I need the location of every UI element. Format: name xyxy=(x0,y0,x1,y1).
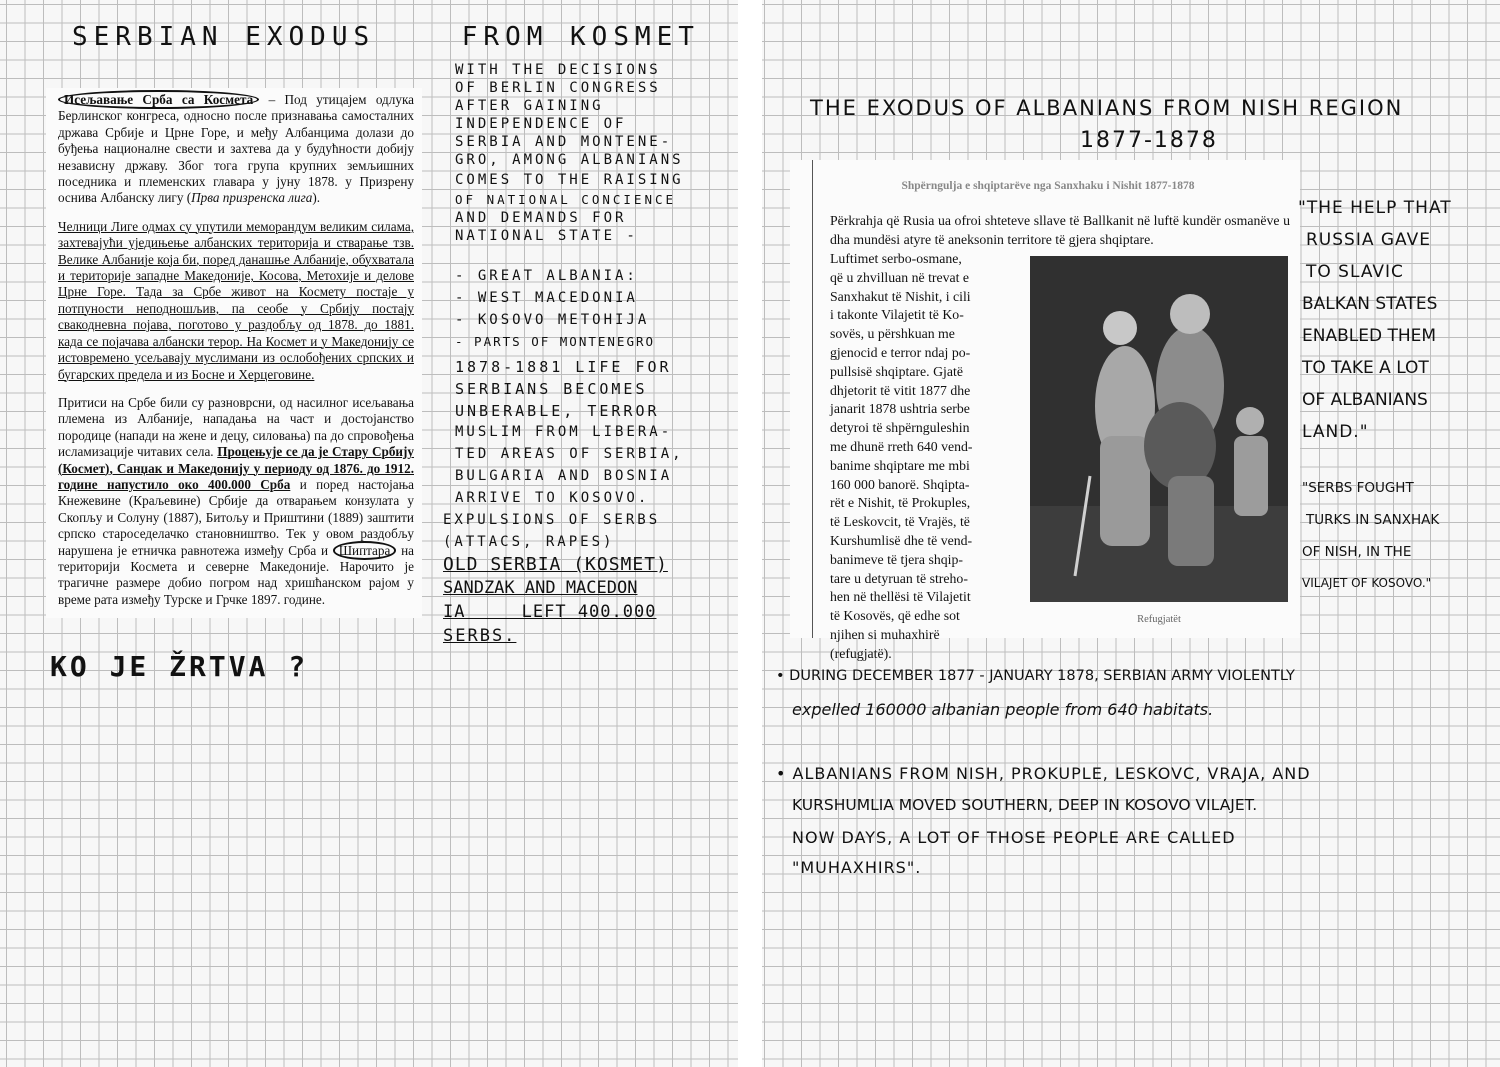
quote-line: TO SLAVIC xyxy=(1306,262,1404,282)
quote-line: VILAJET OF KOSOVO." xyxy=(1302,576,1432,590)
clipping-para2: Челници Лиге одмах су упутили меморандум великим силама, захтевајући уједињење албанских територија и стварање тзв. Велике Албаније која би, поред данашње Албаније, обухватала и територије западне Македоније, Косова, Метохије и делове Црне Горе. Тада за Србе живот на Космету постаје у потпуности неподношљив, па сеобе у Србију постају свакодневна појава, поготово у раздобљу од 1878. до 1881. када се појачава албански терор. На Космет и у Македонију се истовремено усељавају муслимани из ослобођених српских и бугарских предела и из Босне и Херцеговине. xyxy=(58,218,414,382)
clipping-line: Sanxhakut të Nishit, i cili xyxy=(830,288,971,304)
question-text: KO JE ŽRTVA ? xyxy=(50,650,309,683)
clipping-line: Kurshumlisë dhe të vend- xyxy=(830,532,973,548)
note-line: COMES TO THE RAISING xyxy=(455,172,684,188)
life-note-line: EXPULSIONS OF SERBS xyxy=(443,512,661,528)
clipping-line: Luftimet serbo-osmane, xyxy=(830,251,962,266)
clipping-line: njihen si muhaxhirë xyxy=(830,626,940,642)
bullet-line: KURSHUMLIA MOVED SOUTHERN, DEEP IN KOSOVO VILAJET. xyxy=(792,796,1258,814)
bullet-line: "MUHAXHIRS". xyxy=(792,858,922,877)
great-albania-line: - GREAT ALBANIA: xyxy=(455,268,638,284)
life-note-line: SERBIANS BECOMES xyxy=(455,380,648,398)
note-line: AFTER GAINING xyxy=(455,98,604,114)
left-notebook-page xyxy=(0,0,738,1067)
clipping-title: Shpërngulja e shqiptarëve nga Sanxhaku i Nishit 1877-1878 xyxy=(901,180,1195,192)
right-page-title-years: 1877-1878 xyxy=(1080,128,1218,153)
right-page-title: THE EXODUS OF ALBANIANS FROM NISH REGION xyxy=(810,96,1404,120)
note-line: SERBIA AND MONTENE- xyxy=(455,134,673,150)
clipping-line: të Kosovës, që edhe sot xyxy=(830,608,960,624)
life-note-line: (ATTACS, RAPES) xyxy=(443,534,615,550)
bullet-line: expelled 160000 albanian people from 640 habitats. xyxy=(792,700,1214,719)
big-note-line: SANDZAK AND MACEDON xyxy=(443,578,638,598)
clipping-line: dhjetorit të vitit 1877 dhe xyxy=(830,382,971,398)
clipping-line: hen në thellësi të Vilajetit xyxy=(830,589,971,605)
bullet-line: • ALBANIANS FROM NISH, PROKUPLE, LESKOVC, VRAJA, AND xyxy=(776,764,1311,783)
clipping-line: (refugjatë). xyxy=(830,645,892,661)
great-albania-line: - PARTS OF MONTENEGRO xyxy=(455,334,656,349)
clipping-para3-a: Притиси на Србе били су разноврсни, од насилног исељавања племена из Албаније, нападања на част и достојанство породице (напади на жене и децу, силовања) па до спровођења исламизације читавих села. xyxy=(58,394,414,460)
clipping-line: që u zhvilluan në trevat e xyxy=(830,269,970,285)
note-line: OF NATIONAL CONCIENCE xyxy=(455,192,677,207)
clipping-line: të Leskovcit, të Vrajës, të xyxy=(830,514,970,530)
quote-line: OF ALBANIANS xyxy=(1302,390,1428,410)
quote-line: LAND." xyxy=(1302,422,1369,442)
clipping-line: banimeve të tjera shqip- xyxy=(830,551,963,567)
quote-line: OF NISH, IN THE xyxy=(1302,544,1412,560)
clipping-para3-circle: Шиптара xyxy=(333,541,397,560)
life-note-line: UNBERABLE, TERROR xyxy=(455,402,660,420)
clipping-margin-line xyxy=(812,160,813,638)
quote-line: "THE HELP THAT xyxy=(1298,198,1452,218)
clipping-line: i takonte Vilajetit të Ko- xyxy=(830,307,964,323)
bullet-line: • DURING DECEMBER 1877 - JANUARY 1878, SERBIAN ARMY VIOLENTLY xyxy=(776,668,1295,684)
big-note-line: OLD SERBIA (KOSMET) xyxy=(443,554,668,575)
clipping-line: me dhunë rreth 640 vend- xyxy=(830,438,973,454)
clipping-line: gjenocid e terror ndaj po- xyxy=(830,344,971,360)
clipping-line: pullsisë shqiptare. Gjatë xyxy=(830,363,963,379)
note-line: GRO, AMONG ALBANIANS xyxy=(455,152,684,168)
page-gutter xyxy=(738,0,762,1067)
quote-line: TURKS IN SANXHAK xyxy=(1306,512,1440,528)
note-line: NATIONAL STATE - xyxy=(455,228,638,244)
clipping-para3-b: и поред настојања Кнежевине (Краљевине) Србије да отварањем конзулата у Скопљу и Солуну (1887), Битољу и Приштини (1889) заштити српско староседелачко становништво. Тек у овом раздобљу нарушена је етничка равнотежа између Срба и xyxy=(58,476,414,558)
note-line: INDEPENDENCE OF xyxy=(455,116,627,132)
big-note-line: SERBS. xyxy=(443,626,517,646)
clipping-column-text xyxy=(830,250,1020,664)
big-note-line: IA LEFT 400.000 xyxy=(443,602,657,622)
clipping-heading: Исељавање Срба са Космета xyxy=(58,90,259,109)
clipping-para3-bold: Процењује се да је Стару Србију (Космет), Санџак и Македонију у периоду од 1876. до 1912. године напустило око 400.000 Срба xyxy=(58,444,414,492)
note-line: OF BERLIN CONGRESS xyxy=(455,80,661,96)
clipping-para1-italic: Прва призренска лига xyxy=(191,190,313,206)
life-note-line: BULGARIA AND BOSNIA xyxy=(455,468,673,484)
albanian-text-clipping xyxy=(790,160,1300,661)
painting-caption: Refugjatët xyxy=(1137,614,1181,625)
clipping-intro: Përkrahja që Rusia ua ofroi shteteve sllave të Ballkanit në luftë kundër osmanëve u dha mundësi atyre të aneksonin territore të gjera shqiptare. xyxy=(830,213,1290,247)
clipping-para1: – Под утицајем одлука Берлинског конгреса, односно после признавања самосталних држава Србије и Црне Горе, и међу Албанцима долази до буђења националне свести и захтева да у будућности добију независну државу. Због тога група крупних земљишних поседника и племенских главара у јуну 1878. у Призрену оснива Албанску лигу ( xyxy=(58,92,415,206)
life-note-line: MUSLIM FROM LIBERA- xyxy=(455,424,673,440)
clipping-line: tare u detyruan të streho- xyxy=(830,570,968,586)
life-note-line: 1878-1881 LIFE FOR xyxy=(455,358,672,376)
great-albania-line: - KOSOVO METOHIJA xyxy=(455,312,650,328)
clipping-para1-end: ). xyxy=(312,190,321,206)
clipping-line: banime shqiptare me mbi xyxy=(830,457,970,473)
clipping-line: janarit 1878 ushtria serbe xyxy=(830,401,970,417)
bullet-line: NOW DAYS, A LOT OF THOSE PEOPLE ARE CALLED xyxy=(792,828,1236,847)
quote-line: TO TAKE A LOT xyxy=(1302,358,1429,378)
quote-line: ENABLED THEM xyxy=(1302,326,1437,346)
refugees-painting-illustration xyxy=(1030,256,1288,602)
quote-line: RUSSIA GAVE xyxy=(1306,230,1431,250)
note-line: AND DEMANDS FOR xyxy=(455,210,627,226)
clipping-para3-c: на територији Космета и северне Македоније. Нарочито је трагичне размере добио погром над хришћанском рајом у време рата између Турске и Грчке 1897. године. xyxy=(58,542,414,607)
life-note-line: TED AREAS OF SERBIA, xyxy=(455,446,684,462)
quote-line: "SERBS FOUGHT xyxy=(1302,480,1414,496)
clipping-line: sovës, u përshkuan me xyxy=(830,326,955,342)
right-notebook-page xyxy=(762,0,1500,1067)
left-page-title: SERBIAN EXODUS FROM KOSMET xyxy=(72,22,700,52)
note-line: WITH THE DECISIONS xyxy=(455,62,661,78)
refugees-painting-image xyxy=(1030,256,1288,602)
great-albania-line: - WEST MACEDONIA xyxy=(455,290,638,306)
serbian-text-clipping xyxy=(46,88,422,618)
clipping-line: rët e Nishit, të Prokuples, xyxy=(830,495,971,511)
clipping-line: detyroi të shpërnguleshin xyxy=(830,420,970,436)
quote-line: BALKAN STATES xyxy=(1302,294,1438,314)
clipping-line: 160 000 banorë. Shqipta- xyxy=(830,476,970,492)
life-note-line: ARRIVE TO KOSOVO. xyxy=(455,490,650,506)
